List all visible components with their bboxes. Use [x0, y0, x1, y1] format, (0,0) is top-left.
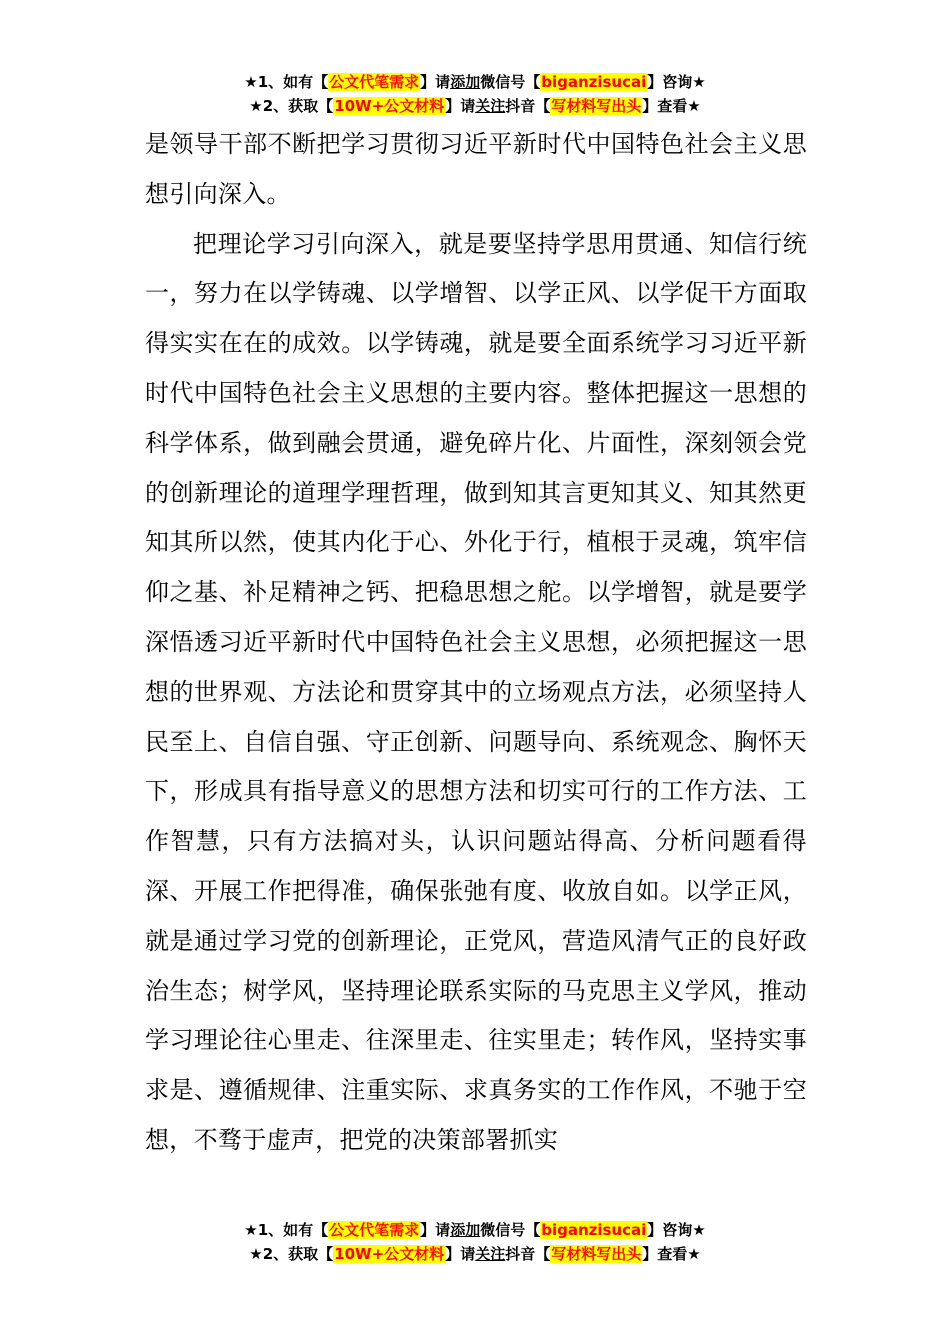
banner-underline-text: 添加 — [450, 1221, 481, 1239]
banner-text: 微信号【 — [480, 73, 541, 91]
banner-text: 】请 — [420, 73, 451, 91]
banner-line-2 — [0, 1242, 950, 1266]
header-banner — [0, 70, 950, 118]
banner-highlight-douyin-id: 写材料写出头 — [551, 97, 642, 115]
banner-text: 抖音【 — [505, 1245, 551, 1263]
banner-prefix: ★2、获取【 — [249, 97, 334, 115]
banner-text: 】请 — [420, 1221, 451, 1239]
banner-prefix: ★2、获取【 — [249, 1245, 334, 1263]
banner-highlight: 公文代笔需求 — [329, 1221, 420, 1239]
banner-line-2 — [0, 94, 950, 118]
paragraph-continuation: 是领导干部不断把学习贯彻习近平新时代中国特色社会主义思想引向深入。 — [145, 130, 807, 208]
banner-highlight-wechat-id: biganzisucai — [541, 73, 647, 91]
banner-suffix: 】咨询★ — [647, 1221, 706, 1239]
banner-text: 微信号【 — [480, 1221, 541, 1239]
banner-prefix: ★1、如有【 — [244, 1221, 329, 1239]
banner-highlight-douyin-id: 写材料写出头 — [551, 1245, 642, 1263]
banner-suffix: 】查看★ — [642, 1245, 701, 1263]
paragraph-main: 把理论学习引向深入，就是要坚持学思用贯通、知信行统一，努力在以学铸魂、以学增智、以学正风、以学促干方面取得实实在在的成效。以学铸魂，就是要全面系统学习习近平新时代中国特色社会主义思想的主要内容。整体把握这一思想的科学体系，做到融会贯通，避免碎片化、片面性，深刻领会党的创新理论的道理学理哲理，做到知其言更知其义、知其然更知其所以然，使其内化于心、外化于行，植根于灵魂，筑牢信仰之基、补足精神之钙、把稳思想之舵。以学增智，就是要学深悟透习近平新时代中国特色社会主义思想，必须把握这一思想的世界观、方法论和贯穿其中的立场观点方法，必须坚持人民至上、自信自强、守正创新、问题导向、系统观念、胸怀天下，形成具有指导意义的思想方法和切实可行的工作方法、工作智慧，只有方法搞对头，认识问题站得高、分析问题看得深、开展工作把得准，确保张弛有度、收放自如。以学正风，就是通过学习党的创新理论，正党风，营造风清气正的良好政治生态；树学风，坚持理论联系实际的马克思主义学风，推动学习理论往心里走、往深里走、往实里走；转作风，坚持实事求是、遵循规律、注重实际、求真务实的工作作风，不驰于空想，不骛于虚声，把党的决策部署抓实 — [145, 229, 807, 1154]
banner-highlight: 公文代笔需求 — [329, 73, 420, 91]
banner-highlight: 10W+公文材料 — [334, 97, 445, 115]
banner-suffix: 】查看★ — [642, 97, 701, 115]
document-body — [145, 120, 807, 1166]
banner-line-1 — [0, 1218, 950, 1242]
banner-highlight: 10W+公文材料 — [334, 1245, 445, 1263]
banner-highlight-wechat-id: biganzisucai — [541, 1221, 647, 1239]
banner-text: 】请 — [445, 97, 476, 115]
banner-text: 】请 — [445, 1245, 476, 1263]
banner-underline-text: 关注 — [475, 1245, 506, 1263]
banner-underline-text: 添加 — [450, 73, 481, 91]
banner-line-1 — [0, 70, 950, 94]
banner-suffix: 】咨询★ — [647, 73, 706, 91]
banner-text: 抖音【 — [505, 97, 551, 115]
banner-prefix: ★1、如有【 — [244, 73, 329, 91]
footer-banner — [0, 1218, 950, 1266]
banner-underline-text: 关注 — [475, 97, 506, 115]
